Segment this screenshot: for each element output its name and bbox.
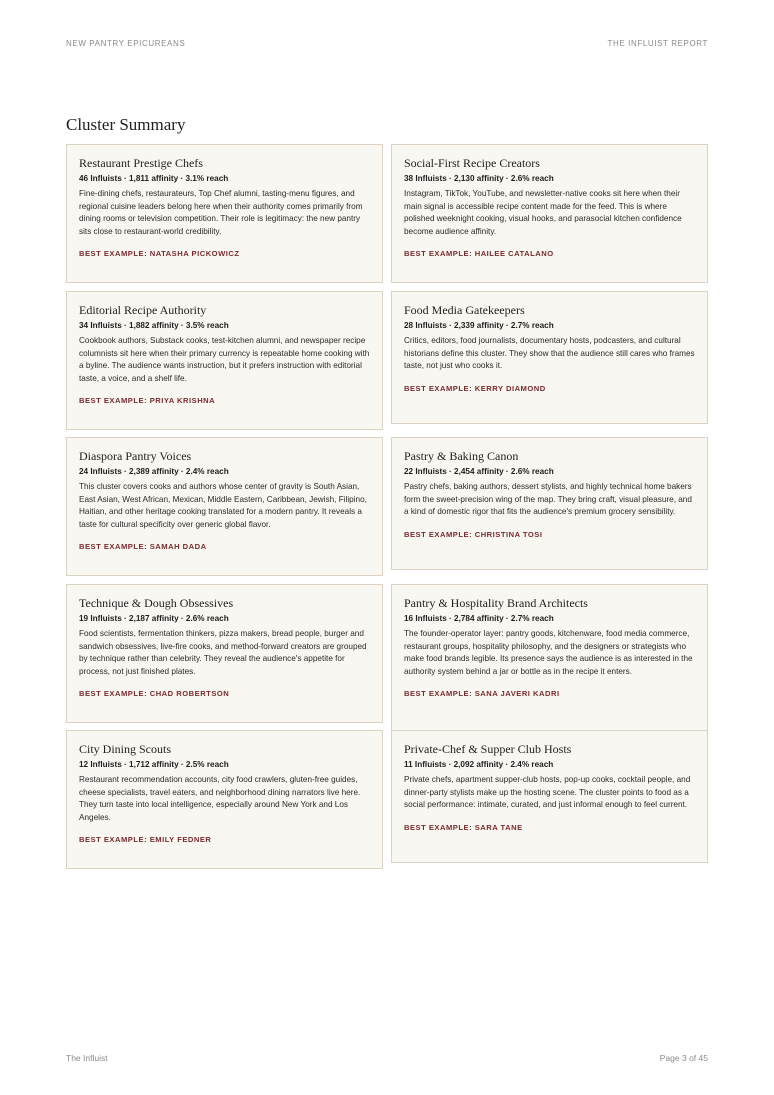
cluster-stats: 16 Influists · 2,784 affinity · 2.7% reach xyxy=(404,614,554,623)
cluster-card xyxy=(66,291,383,430)
cluster-stats: 34 Influists · 1,882 affinity · 3.5% reach xyxy=(79,321,229,330)
cluster-description: Critics, editors, food journalists, documentary hosts, podcasters, and cultural historians define this cluster. They show that the audience still cares who frames taste, not just who cooks it. xyxy=(404,336,695,370)
cluster-title: Social-First Recipe Creators xyxy=(404,156,540,170)
cluster-title: Diaspora Pantry Voices xyxy=(79,449,192,463)
cluster-title: Editorial Recipe Authority xyxy=(79,303,207,317)
cluster-best-example: BEST EXAMPLE: SAMAH DADA xyxy=(79,542,207,551)
cluster-title: Pastry & Baking Canon xyxy=(404,449,519,463)
cluster-description: Instagram, TikTok, YouTube, and newsletter-native cooks sit here when their main signal is accessible recipe content made for the feed. This is where polished weeknight cooking, visual hooks, and parasocial kitchen confidence become audience affinity. xyxy=(404,189,682,236)
cluster-card xyxy=(66,730,383,869)
cluster-card xyxy=(391,291,708,424)
cluster-description: Fine-dining chefs, restaurateurs, Top Chef alumni, tasting-menu figures, and regional cuisine leaders belong here when their authority comes primarily from dining rooms or television competition. Their role is legitimacy: the new pantry sits close to restaurant-world credibility. xyxy=(79,189,363,236)
cluster-title: Restaurant Prestige Chefs xyxy=(79,156,203,170)
cluster-best-example: BEST EXAMPLE: KERRY DIAMOND xyxy=(404,383,546,393)
cluster-best-example: BEST EXAMPLE: NATASHA PICKOWICZ xyxy=(79,249,240,258)
cluster-card xyxy=(391,437,708,570)
cluster-title: Pantry & Hospitality Brand Architects xyxy=(404,596,588,610)
cluster-title: Technique & Dough Obsessives xyxy=(79,596,234,610)
cluster-stats: 28 Influists · 2,339 affinity · 2.7% reach xyxy=(404,321,554,330)
cluster-stats: 38 Influists · 2,130 affinity · 2.6% reach xyxy=(404,174,554,183)
cluster-title: Food Media Gatekeepers xyxy=(404,303,525,317)
cluster-best-example: BEST EXAMPLE: CHRISTINA TOSI xyxy=(404,529,543,539)
cluster-card xyxy=(66,584,383,723)
cluster-card xyxy=(391,730,708,863)
cluster-title: Private-Chef & Supper Club Hosts xyxy=(404,742,572,756)
cluster-stats: 24 Influists · 2,389 affinity · 2.4% reach xyxy=(79,467,229,476)
cluster-description: Private chefs, apartment supper-club hosts, pop-up cooks, cocktail people, and dinner-party stylists make up the hosting scene. The cluster points to food as a social performance: intimate, curated, and just informal enough to feel current. xyxy=(404,775,691,809)
cluster-stats: 46 Influists · 1,811 affinity · 3.1% reach xyxy=(79,174,229,183)
cluster-description: This cluster covers cooks and authors whose center of gravity is South Asian, East Asian, West African, Mexican, Middle Eastern, Caribbean, Jewish, Filipino, Haitian, and other heritage cooking translated for a modern pantry. It reveals a taste for cultural specificity over generic global flavor. xyxy=(79,482,367,529)
cluster-best-example: BEST EXAMPLE: SANA JAVERI KADRI xyxy=(404,689,560,698)
cluster-description: Food scientists, fermentation thinkers, pizza makers, bread people, burger and sandwich obsessives, live-fire cooks, and method-forward creators are grouped by technique rather than celebrity. They reveal the audience's appetite for process, not just finished plates. xyxy=(79,629,367,676)
cluster-best-example: BEST EXAMPLE: HAILEE CATALANO xyxy=(404,249,554,258)
cluster-description: Cookbook authors, Substack cooks, test-kitchen alumni, and newspaper recipe columnists sit here when their primary currency is repeatable home cooking with a byline. The audience wants instruction, but it prefers instruction with editorial taste, a voice, and a shelf life. xyxy=(79,336,370,383)
cluster-card xyxy=(66,437,383,576)
cluster-description: Restaurant recommendation accounts, city food crawlers, gluten-free guides, cheese specialists, travel eaters, and neighborhood dining narrators live here. They turn taste into local intelligence, especially around New York and Los Angeles. xyxy=(79,775,361,822)
page-header xyxy=(66,39,708,51)
header-publication: NEW PANTRY EPICUREANS xyxy=(66,39,186,48)
cluster-card xyxy=(66,144,383,283)
cluster-stats: 19 Influists · 2,187 affinity · 2.6% reach xyxy=(79,614,229,623)
cluster-stats: 11 Influists · 2,092 affinity · 2.4% reach xyxy=(404,760,554,769)
cluster-grid xyxy=(66,144,708,874)
cluster-stats: 12 Influists · 1,712 affinity · 2.5% reach xyxy=(79,760,229,769)
cluster-description: Pastry chefs, baking authors, dessert stylists, and highly technical home bakers form the sweet-precision wing of the map. They bring craft, visual pleasure, and a kind of domestic rigor that fits the audience's premium grocery sensibility. xyxy=(404,482,692,516)
header-report-title: THE INFLUIST REPORT xyxy=(607,39,708,48)
cluster-stats: 22 Influists · 2,454 affinity · 2.6% reach xyxy=(404,467,554,476)
cluster-best-example: BEST EXAMPLE: PRIYA KRISHNA xyxy=(79,396,216,405)
section-title: Cluster Summary xyxy=(66,115,186,134)
footer-brand: The Influist xyxy=(66,1053,108,1063)
cluster-best-example: BEST EXAMPLE: EMILY FEDNER xyxy=(79,835,212,844)
cluster-title: City Dining Scouts xyxy=(79,742,172,756)
cluster-best-example: BEST EXAMPLE: SARA TANE xyxy=(404,822,523,832)
cluster-best-example: BEST EXAMPLE: CHAD ROBERTSON xyxy=(79,689,230,698)
cluster-description: The founder-operator layer: pantry goods, kitchenware, food media commerce, restaurant groups, hospitality philosophy, and the designers or strategists who make food brands legible. Its presence says the audience is as interested in the authority system behind a jar or bottle as in the recipe it enters. xyxy=(404,629,693,676)
cluster-card xyxy=(391,584,708,731)
page-number: Page 3 of 45 xyxy=(659,1053,708,1063)
cluster-card xyxy=(391,144,708,283)
